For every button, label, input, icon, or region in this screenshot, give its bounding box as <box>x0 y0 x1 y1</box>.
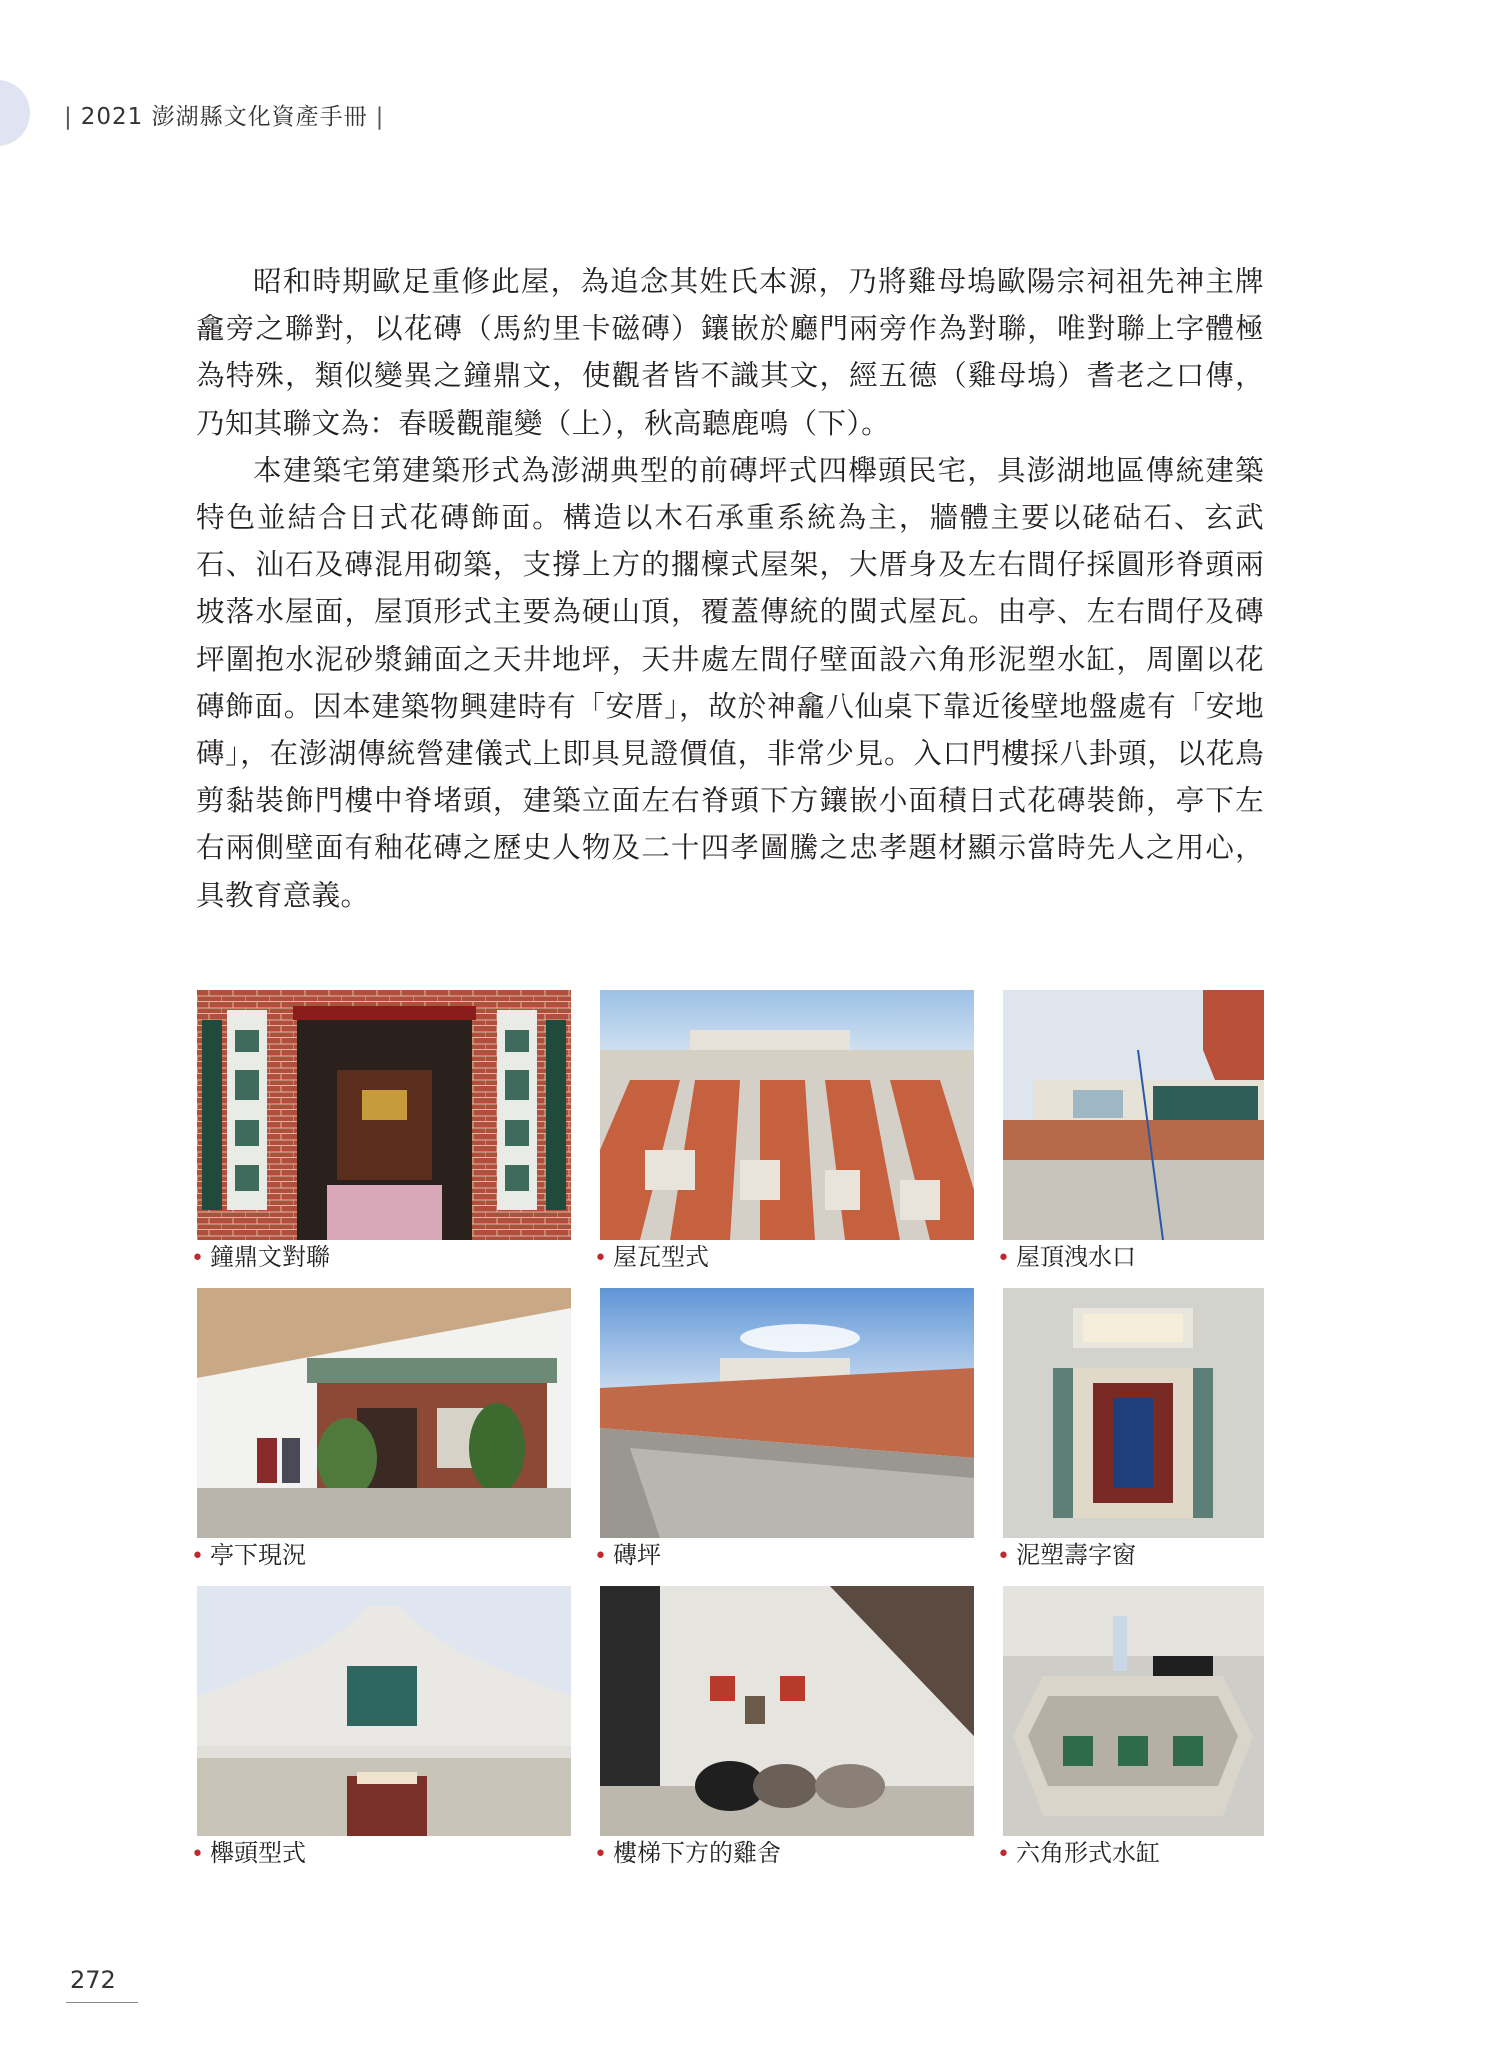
bullet-dot: • <box>191 1246 204 1271</box>
photo-chicken-coop <box>600 1586 974 1836</box>
caption-5 <box>594 1540 661 1570</box>
bullet-dot: • <box>191 1544 204 1569</box>
running-header <box>56 98 392 131</box>
photo-couplet <box>197 990 571 1240</box>
bullet-dot: • <box>594 1246 607 1271</box>
caption-text: 亭下現況 <box>209 1541 306 1569</box>
photo-gable <box>197 1586 571 1836</box>
caption-1 <box>191 1242 330 1272</box>
footer-rule <box>66 2002 138 2003</box>
body-text <box>196 258 1264 919</box>
photo-roof-drain <box>1003 990 1264 1240</box>
header-divider-left: | <box>64 104 73 130</box>
page-number: 272 <box>70 1966 116 1994</box>
caption-7 <box>191 1838 306 1868</box>
photo-pavilion <box>197 1288 571 1538</box>
caption-text: 樓梯下方的雞舍 <box>612 1839 781 1867</box>
caption-3 <box>997 1242 1136 1272</box>
photo-hexagonal-tank <box>1003 1586 1264 1836</box>
bullet-dot: • <box>997 1544 1010 1569</box>
bullet-dot: • <box>594 1544 607 1569</box>
caption-4 <box>191 1540 306 1570</box>
header-title: 2021 澎湖縣文化資產手冊 <box>80 104 368 130</box>
caption-text: 鐘鼎文對聯 <box>209 1243 330 1271</box>
photo-brick-courtyard <box>600 1288 974 1538</box>
caption-2 <box>594 1242 709 1272</box>
header-divider-right: | <box>375 104 385 130</box>
caption-9 <box>997 1838 1160 1868</box>
bullet-dot: • <box>191 1842 204 1867</box>
caption-text: 六角形式水缸 <box>1015 1839 1160 1867</box>
bullet-dot: • <box>997 1246 1010 1271</box>
caption-text: 泥塑壽字窗 <box>1015 1541 1136 1569</box>
paragraph-2: 本建築宅第建築形式為澎湖典型的前磚坪式四櫸頭民宅，具澎湖地區傳統建築特色並結合日式花磚飾面。構造以木石承重系統為主，牆體主要以硓𥑮石、玄武石、汕石及磚混用砌築，支撐上方的擱檁式屋架，大厝身及左右間仔採圓形脊頭兩坡落水屋面，屋頂形式主要為硬山頂，覆蓋傳統的閩式屋瓦。由亭、左右間仔及磚坪圍抱水泥砂漿鋪面之天井地坪，天井處左間仔壁面設六角形泥塑水缸，周圍以花磚飾面。因本建築物興建時有「安厝」，故於神龕八仙桌下靠近後壁地盤處有「安地磚」，在澎湖傳統營建儀式上即具見證價值，非常少見。入口門樓採八卦頭，以花鳥剪黏裝飾門樓中脊堵頭，建築立面左右脊頭下方鑲嵌小面積日式花磚裝飾，亭下左右兩側壁面有釉花磚之歷史人物及二十四孝圖騰之忠孝題材顯示當時先人之用心，具教育意義。 <box>196 453 1264 912</box>
photo-longevity-window <box>1003 1288 1264 1538</box>
bullet-dot: • <box>997 1842 1010 1867</box>
caption-6 <box>997 1540 1136 1570</box>
caption-text: 屋瓦型式 <box>612 1243 709 1271</box>
caption-text: 磚坪 <box>612 1541 661 1569</box>
bullet-dot: • <box>594 1842 607 1867</box>
page-edge-tab <box>0 80 30 146</box>
photo-roof-tiles <box>600 990 974 1240</box>
caption-text: 屋頂洩水口 <box>1015 1243 1136 1271</box>
caption-text: 櫸頭型式 <box>209 1839 306 1867</box>
caption-8 <box>594 1838 781 1868</box>
paragraph-1: 昭和時期歐足重修此屋，為追念其姓氏本源，乃將雞母塢歐陽宗祠祖先神主牌龕旁之聯對，以花磚（馬約里卡磁磚）鑲嵌於廳門兩旁作為對聯，唯對聯上字體極為特殊，類似變異之鐘鼎文，使觀者皆不識其文，經五德（雞母塢）耆老之口傳，乃知其聯文為：春暖觀龍變（上），秋高聽鹿鳴（下）。 <box>196 265 1264 440</box>
